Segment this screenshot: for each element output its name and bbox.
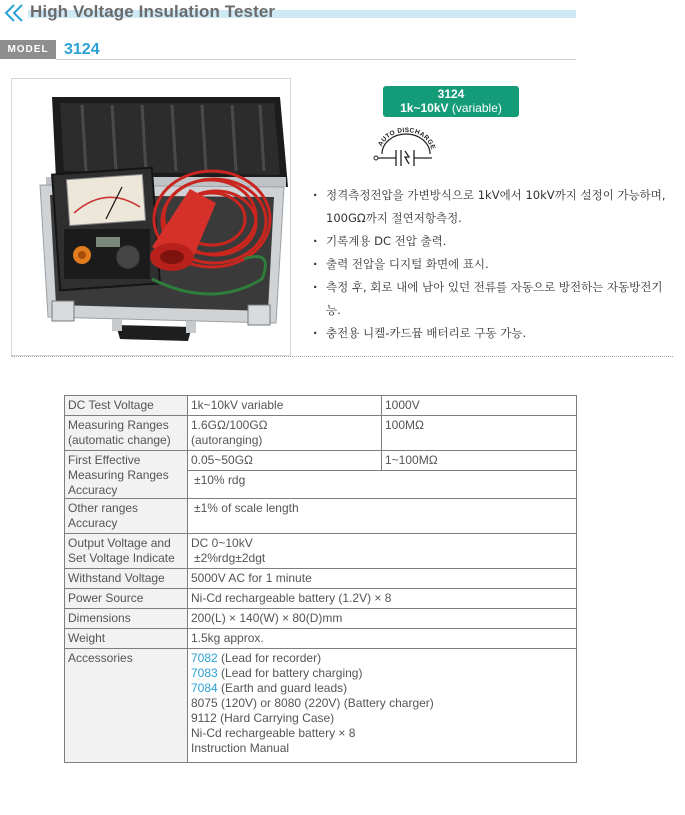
- badge-range-bold: 1k~10kV: [400, 101, 449, 115]
- spec-value-line: DC 0~10kV: [191, 536, 253, 550]
- spec-label-line: Measuring Ranges: [68, 468, 169, 482]
- badge-range: [383, 101, 519, 115]
- spec-value: 1.5kg approx.: [188, 629, 577, 649]
- model-range-badge: [383, 86, 519, 117]
- spec-value: [188, 416, 382, 451]
- spec-label: Power Source: [65, 589, 188, 609]
- auto-discharge-icon: [372, 124, 438, 166]
- page-title: High Voltage Insulation Tester: [30, 2, 276, 21]
- spec-label: Withstand Voltage: [65, 569, 188, 589]
- table-row: [65, 499, 577, 534]
- spec-value: ±1% of scale length: [188, 499, 577, 534]
- double-chevron-left-icon: [3, 4, 25, 22]
- spec-label-line: Other ranges: [68, 501, 139, 515]
- spec-value: 200(L) × 140(W) × 80(D)mm: [188, 609, 577, 629]
- spec-value: 100MΩ: [382, 416, 577, 451]
- accessory-text: Instruction Manual: [191, 741, 290, 755]
- product-photo: [11, 78, 291, 356]
- spec-value: 1k~10kV variable: [188, 396, 382, 416]
- table-row: [65, 534, 577, 569]
- accessory-link-7083[interactable]: 7083: [191, 666, 218, 680]
- spec-value: 1000V: [382, 396, 577, 416]
- spec-value: ±10% rdg: [188, 471, 577, 499]
- specifications-table: [64, 395, 577, 763]
- model-divider: [56, 59, 576, 60]
- tester-case-illustration: [12, 79, 290, 355]
- spec-label-line: Set Voltage Indicate: [68, 551, 175, 565]
- spec-label: Accessories: [65, 649, 188, 763]
- feature-text: 정격측정전압을 가변방식으로 1kV에서 10kV까지 설정이 가능하며,: [326, 188, 666, 202]
- spec-value-line: ±2%rdg±2dgt: [194, 551, 266, 565]
- badge-model: 3124: [437, 87, 465, 101]
- table-row: [65, 451, 577, 471]
- accessory-text: (Lead for battery charging): [217, 666, 363, 680]
- table-row: [65, 609, 577, 629]
- table-row: [65, 649, 577, 763]
- spec-label-line: Accuracy: [68, 483, 118, 497]
- feature-list: [313, 184, 675, 345]
- spec-value-line: 1.6GΩ/100GΩ: [191, 418, 268, 432]
- accessory-link-7084[interactable]: 7084: [191, 681, 218, 695]
- spec-label: [65, 416, 188, 451]
- spec-value: 0.05~50GΩ: [188, 451, 382, 471]
- accessory-text: 8075 (120V) or 8080 (220V) (Battery charger): [191, 696, 434, 710]
- model-label-badge: MODEL: [0, 40, 56, 59]
- spec-label-line: (automatic change): [68, 433, 171, 447]
- auto-discharge-label: AUTO DISCHARGE: [376, 126, 437, 151]
- section-separator: [11, 356, 673, 357]
- spec-label: [65, 451, 188, 499]
- accessories-list: [188, 649, 577, 763]
- accessory-text: 9112 (Hard Carrying Case): [191, 711, 335, 725]
- feature-text-continuation: 100GΩ까지 절연저항측정.: [326, 211, 462, 225]
- model-row: [0, 40, 576, 60]
- feature-item: · 측정 후, 회로 내에 남아 있던 전류를 자동으로 방전하는 자동방전기능.: [313, 276, 675, 322]
- table-row: [65, 589, 577, 609]
- spec-label-line: First Effective: [68, 453, 141, 467]
- spec-value: [188, 534, 577, 569]
- feature-item: · 기록계용 DC 전압 출력.: [313, 230, 675, 253]
- table-row: [65, 396, 577, 416]
- table-row: [65, 416, 577, 451]
- table-row: [65, 569, 577, 589]
- table-row: [65, 629, 577, 649]
- spec-label: Dimensions: [65, 609, 188, 629]
- page-header: [0, 0, 580, 26]
- spec-value-line: (autoranging): [191, 433, 263, 447]
- spec-label: DC Test Voltage: [65, 396, 188, 416]
- spec-value: 5000V AC for 1 minute: [188, 569, 577, 589]
- model-number: 3124: [64, 41, 100, 58]
- spec-label: [65, 534, 188, 569]
- svg-text:AUTO DISCHARGE: [377, 127, 437, 151]
- feature-item: · 출력 전압을 디지털 화면에 표시.: [313, 253, 675, 276]
- spec-label-line: Accuracy: [68, 516, 118, 530]
- badge-range-rest: (variable): [448, 101, 502, 115]
- spec-label: Weight: [65, 629, 188, 649]
- spec-label-line: Measuring Ranges: [68, 418, 169, 432]
- feature-item: [313, 184, 675, 230]
- accessory-text: Ni-Cd rechargeable battery × 8: [191, 726, 356, 740]
- spec-label: [65, 499, 188, 534]
- accessory-text: (Earth and guard leads): [217, 681, 348, 695]
- accessory-link-7082[interactable]: 7082: [191, 651, 218, 665]
- feature-item: · 충전용 니켈-카드뮴 배터리로 구동 가능.: [313, 322, 675, 345]
- spec-label-line: Output Voltage and: [68, 536, 171, 550]
- spec-value: 1~100MΩ: [382, 451, 577, 471]
- accessory-text: (Lead for recorder): [217, 651, 322, 665]
- spec-value: Ni-Cd rechargeable battery (1.2V) × 8: [188, 589, 577, 609]
